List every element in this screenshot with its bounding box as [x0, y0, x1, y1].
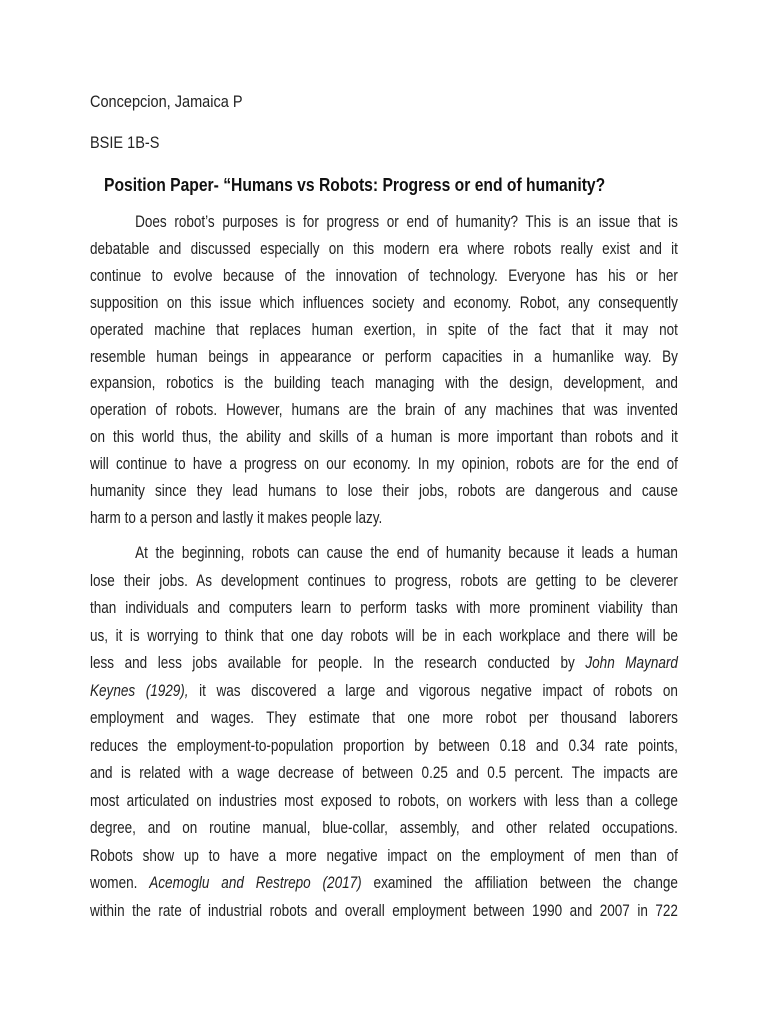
line-text: expansion, robotics is the building teach managing with the design, development, and — [90, 374, 678, 393]
line-text: operation of robots. However, humans are the brain of any machines that was invented — [90, 401, 678, 420]
text-line — [90, 598, 768, 618]
line-segment: it was discovered a large and vigorous negative impact of robots on — [199, 681, 678, 700]
text-line — [90, 347, 768, 367]
text-line — [90, 901, 768, 921]
course-section: BSIE 1B-S — [90, 134, 160, 152]
text-line — [90, 543, 768, 563]
line-text: most articulated on industries most exposed to robots, on workers with less than a college — [90, 791, 678, 810]
text-line — [90, 626, 768, 646]
text-line — [90, 873, 768, 893]
line-text — [90, 653, 678, 673]
line-text: will continue to have a progress on our economy. In my opinion, robots are for the end of — [90, 455, 678, 474]
text-line — [90, 293, 768, 313]
paper-title: Position Paper- “Humans vs Robots: Progress or end of humanity? — [104, 175, 606, 195]
text-line — [90, 763, 768, 783]
line-text: continue to evolve because of the innovation of technology. Everyone has his or her — [90, 266, 678, 285]
line-text: employment and wages. They estimate that one more robot per thousand laborers — [90, 709, 678, 727]
line-text: Does robot’s purposes is for progress or end of humanity? This is an issue that is — [135, 213, 678, 231]
line-text — [90, 681, 678, 701]
line-text: within the rate of industrial robots and overall employment between 1990 and 2007 in 722 — [90, 901, 678, 920]
text-line — [90, 454, 768, 474]
line-text: us, it is worrying to think that one day robots will be in each workplace and there will be — [90, 626, 678, 645]
text-line — [90, 212, 768, 232]
line-text: harm to a person and lastly it makes people lazy. — [90, 508, 383, 527]
line-text: operated machine that replaces human exertion, in spite of the fact that it may not — [90, 320, 678, 339]
citation: Keynes (1929), — [90, 681, 189, 700]
text-line — [90, 320, 768, 340]
text-line — [90, 736, 768, 756]
text-line — [90, 681, 768, 701]
line-text: debatable and discussed especially on this modern era where robots really exist and it — [90, 239, 678, 258]
text-line — [90, 791, 768, 811]
line-text: At the beginning, robots can cause the end of humanity because it leads a human — [135, 544, 678, 562]
author-name: Concepcion, Jamaica P — [90, 93, 243, 111]
line-text: resemble human beings in appearance or perform capacities in a humanlike way. By — [90, 347, 678, 366]
citation: John Maynard — [585, 654, 678, 672]
text-line — [90, 846, 768, 866]
text-line — [90, 400, 768, 420]
text-line — [90, 481, 768, 501]
line-segment: less and less jobs available for people. In the research conducted by — [90, 654, 586, 672]
line-text: than individuals and computers learn to perform tasks with more prominent viability than — [90, 599, 678, 617]
text-line — [90, 708, 768, 728]
text-line — [90, 266, 768, 286]
text-line — [90, 508, 768, 528]
line-segment: women. — [90, 874, 150, 892]
text-line — [90, 571, 768, 591]
line-text: degree, and on routine manual, blue-collar, assembly, and other related occupations. — [90, 819, 678, 837]
line-text: supposition on this issue which influences society and economy. Robot, any consequently — [90, 293, 678, 312]
line-text: humanity since they lead humans to lose their jobs, robots are dangerous and cause — [90, 482, 678, 500]
line-text: reduces the employment-to-population proportion by between 0.18 and 0.34 rate points, — [90, 736, 678, 755]
text-line — [90, 427, 768, 447]
text-line — [90, 239, 768, 259]
text-line — [90, 653, 768, 673]
line-text: and is related with a wage decrease of between 0.25 and 0.5 percent. The impacts are — [90, 764, 678, 782]
line-text: Robots show up to have a more negative impact on the employment of men than of — [90, 846, 678, 865]
line-segment: examined the affiliation between the change — [373, 874, 678, 892]
line-text: on this world thus, the ability and skills of a human is more important than robots and it — [90, 428, 678, 447]
text-line — [90, 818, 768, 838]
line-text — [90, 873, 678, 893]
citation: Acemoglu and Restrepo (2017) — [149, 874, 362, 892]
text-line — [90, 373, 768, 393]
line-text: lose their jobs. As development continues to progress, robots are getting to be cleverer — [90, 571, 678, 590]
